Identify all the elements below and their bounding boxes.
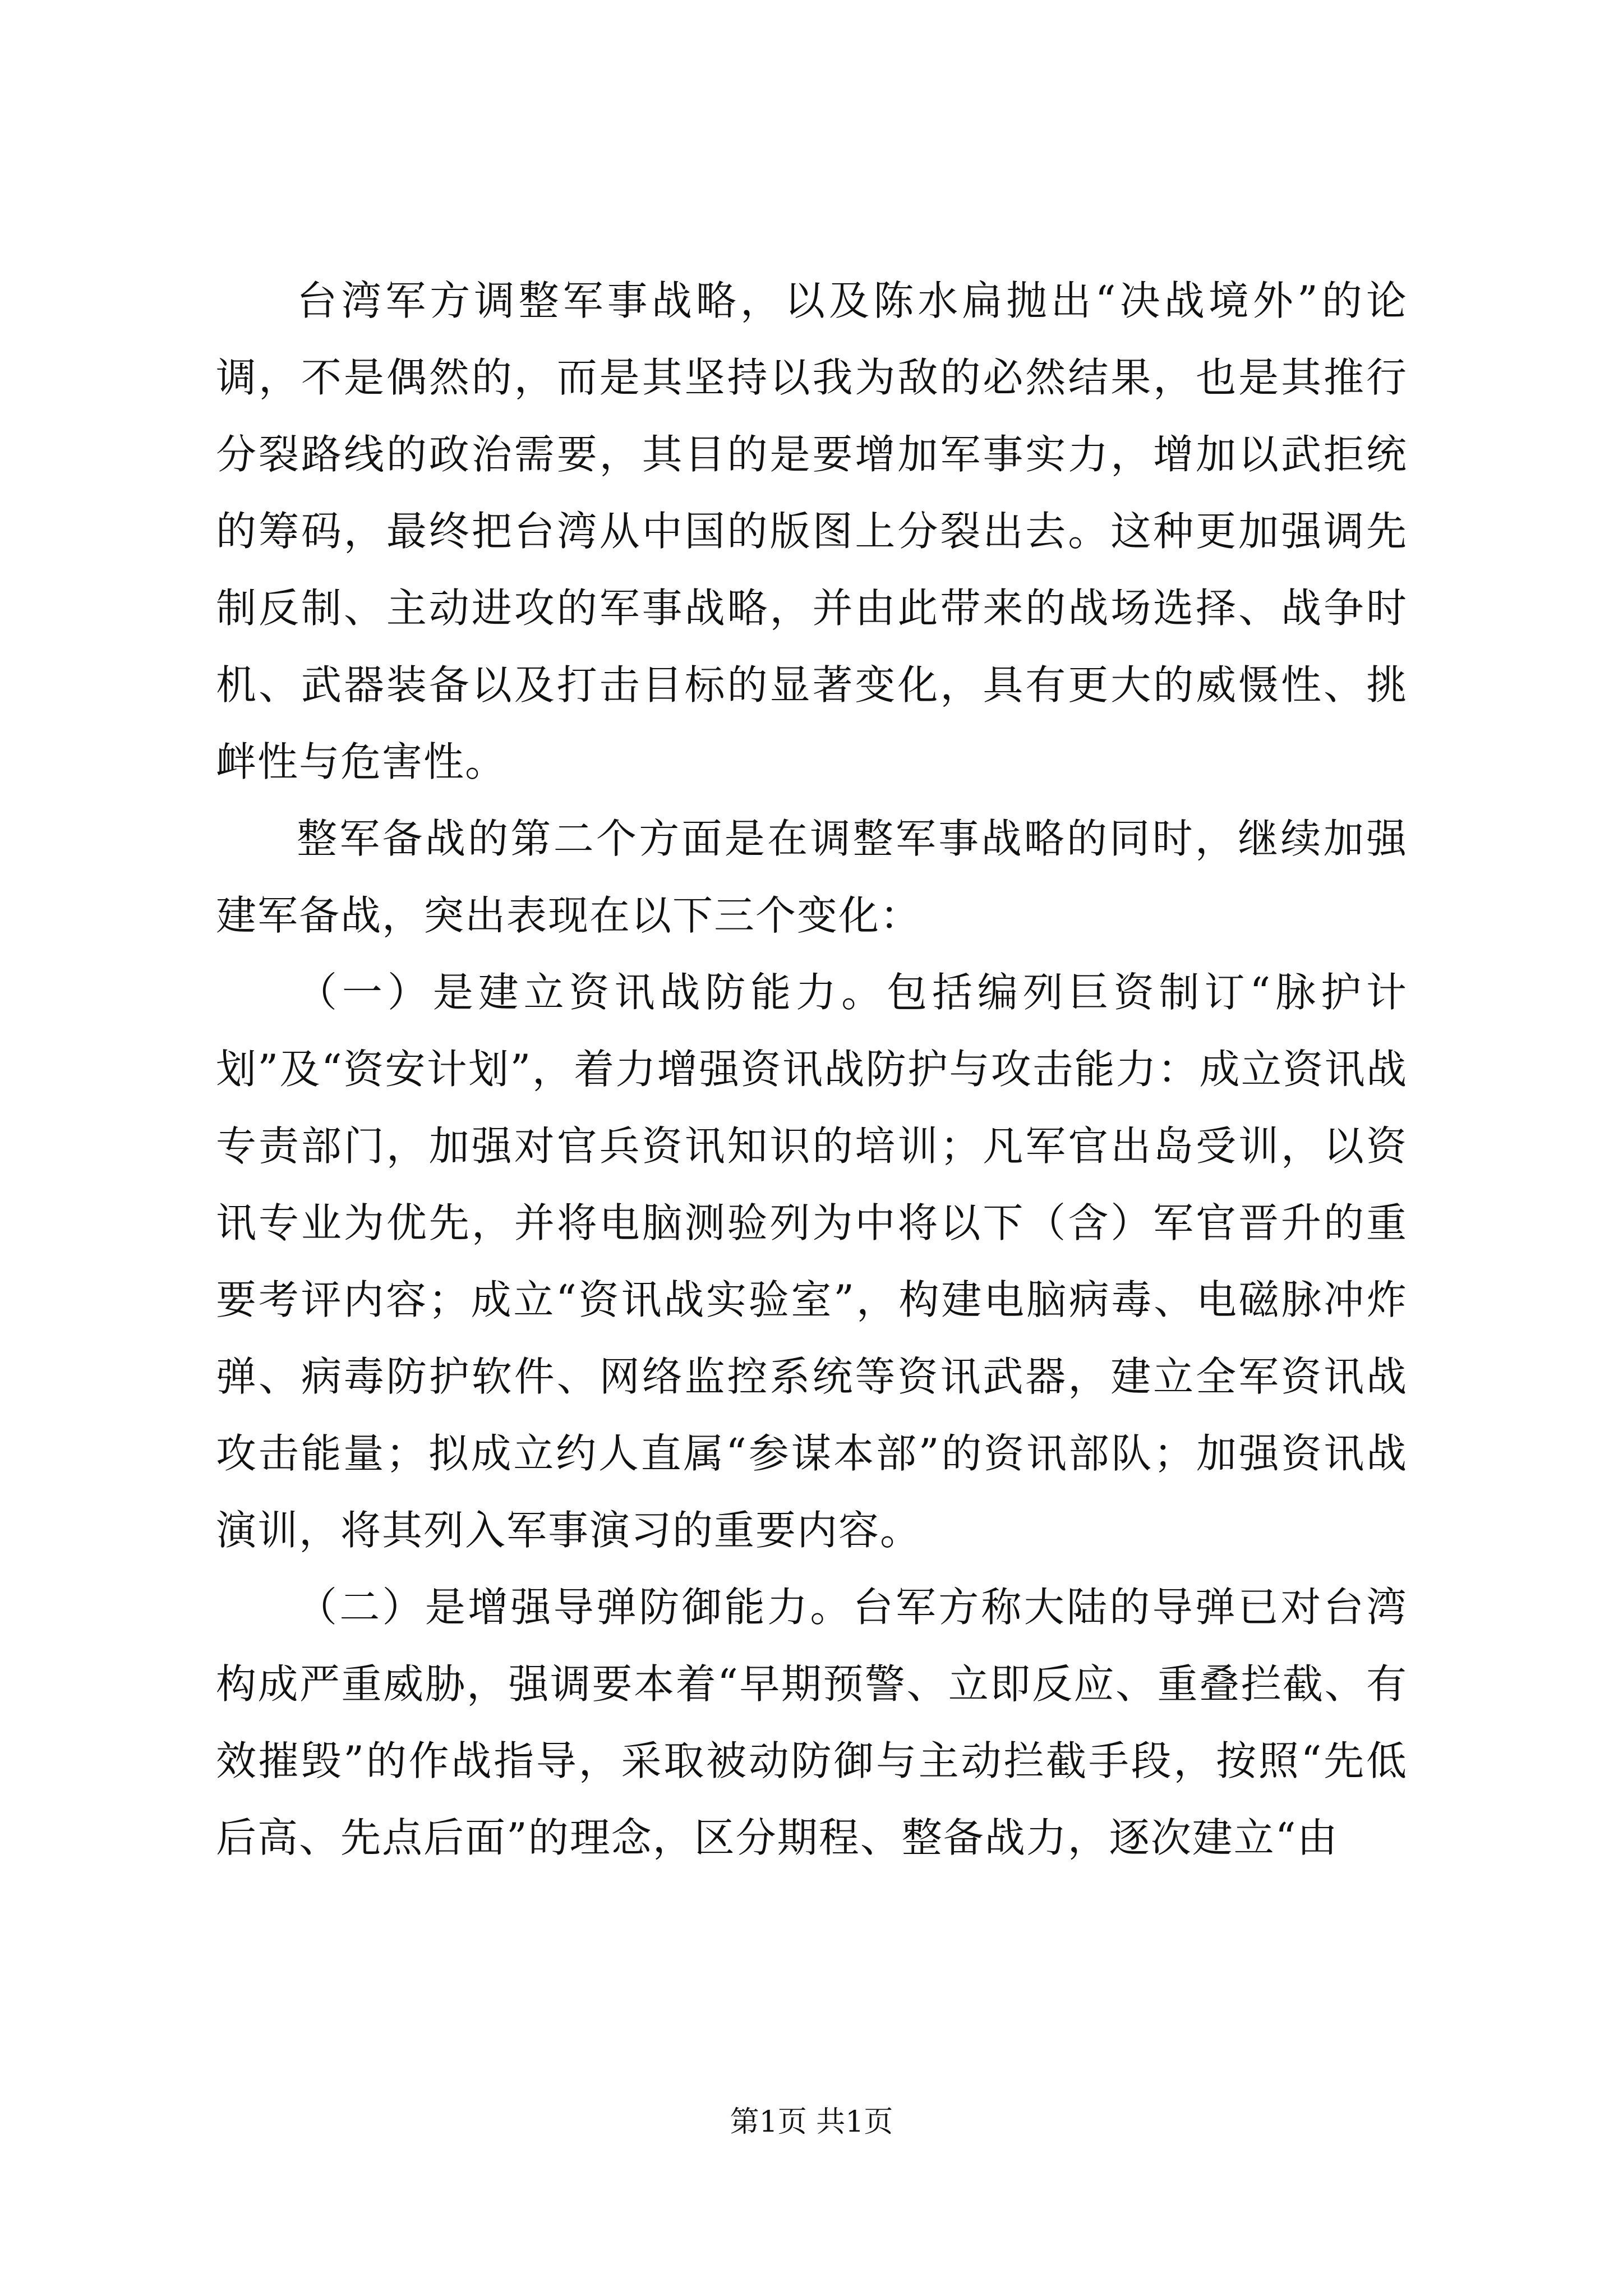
paragraph-2: 整军备战的第二个方面是在调整军事战略的同时，继续加强建军备战，突出表现在以下三个变化：: [216, 815, 1408, 939]
paragraph-1: 台湾军方调整军事战略，以及陈水扁抛出“决战境外”的论调，不是偶然的，而是其坚持以我为敌的必然结果，也是其推行分裂路线的政治需要，其目的是要增加军事实力，增加以武拒统的筹码，最终把台湾从中国的版图上分裂出去。这种更加强调先制反制、主动进攻的军事战略，并由此带来的战场选择、战争时机、武器装备以及打击目标的显著变化，具有更大的威慑性、挑衅性与危害性。: [216, 277, 1408, 785]
page-footer: 第1页 共1页: [730, 2105, 893, 2139]
paragraph-4: （二）是增强导弹防御能力。台军方称大陆的导弹已对台湾构成严重威胁，强调要本着“早期预警、立即反应、重叠拦截、有效摧毁”的作战指导，采取被动防御与主动拦截手段，按照“先低后高、先点后面”的理念，区分期程、整备战力，逐次建立“由: [216, 1584, 1408, 1861]
paragraph-3: （一）是建立资讯战防能力。包括编列巨资制订“脉护计划”及“资安计划”，着力增强资讯战防护与攻击能力：成立资讯战专责部门，加强对官兵资讯知识的培训；凡军官出岛受训，以资讯专业为优先，并将电脑测验列为中将以下（含）军官晋升的重要考评内容；成立“资讯战实验室”，构建电脑病毒、电磁脉冲炸弹、病毒防护软件、网络监控系统等资讯武器，建立全军资讯战攻击能量；拟成立约人直属“参谋本部”的资讯部队；加强资讯战演训，将其列入军事演习的重要内容。: [216, 969, 1408, 1554]
document-body: [216, 263, 1408, 1876]
